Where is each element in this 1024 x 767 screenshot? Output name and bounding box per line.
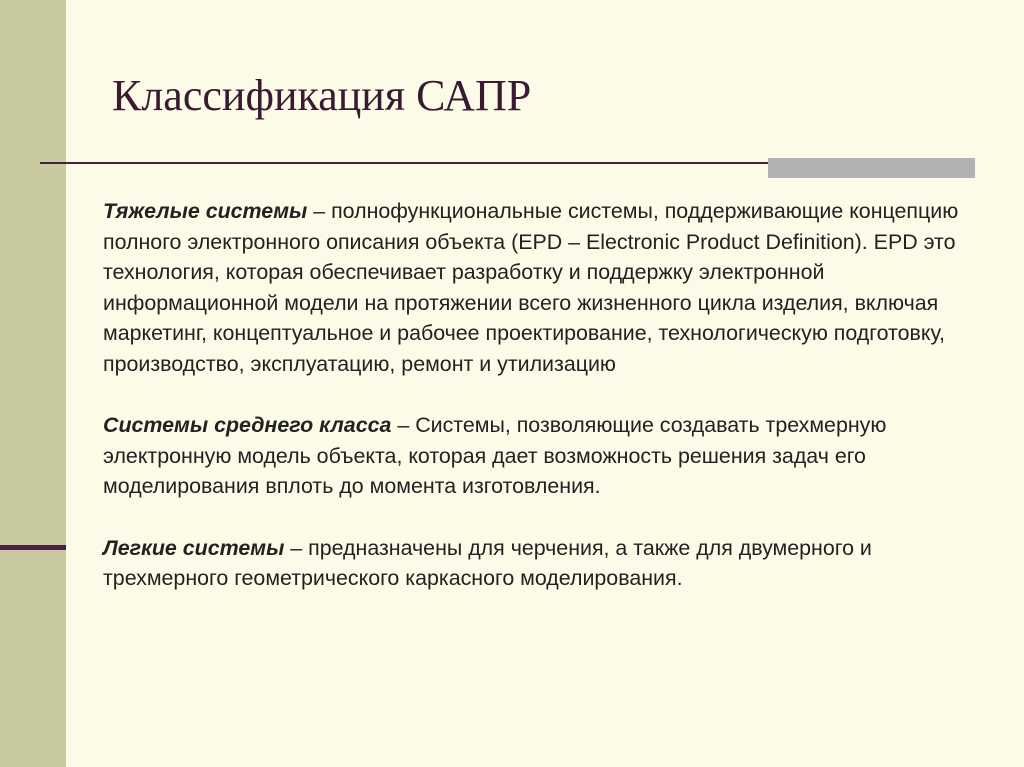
paragraph-text: – полнофункциональные системы, поддерживающие концепцию полного электронного описания объекта (EPD – Electronic Product Definition). EPD это технология, которая обеспечивает разработку и поддержку электронной информационной модели на протяжении всего жизненного цикла изделия, включая маркетинг, концептуальное и рабочее проектирование, технологическую подготовку, производство, эксплуатацию, ремонт и утилизацию (103, 199, 959, 376)
paragraph-text: – предназначены для черчения, а также для двумерного и трехмерного геометрического каркасного моделирования. (103, 535, 872, 590)
paragraph-text: – Системы, позволяющие создавать трехмерную электронную модель объекта, которая дает возможность решения задач его моделирования вплоть до момента изготовления. (103, 413, 887, 498)
slide-title: Классификация САПР (112, 71, 532, 120)
paragraph-mid-class-systems (103, 410, 1003, 502)
slide-body (103, 196, 1003, 625)
paragraph-light-systems (103, 533, 1003, 594)
title-underline-accent (768, 158, 975, 178)
side-decor-bar (0, 0, 66, 767)
side-decor-divider (0, 545, 66, 550)
paragraph-heavy-systems (103, 196, 1003, 379)
term-label: Системы среднего класса (103, 413, 392, 437)
term-label: Тяжелые системы (103, 199, 308, 223)
term-label: Легкие системы (103, 535, 285, 560)
